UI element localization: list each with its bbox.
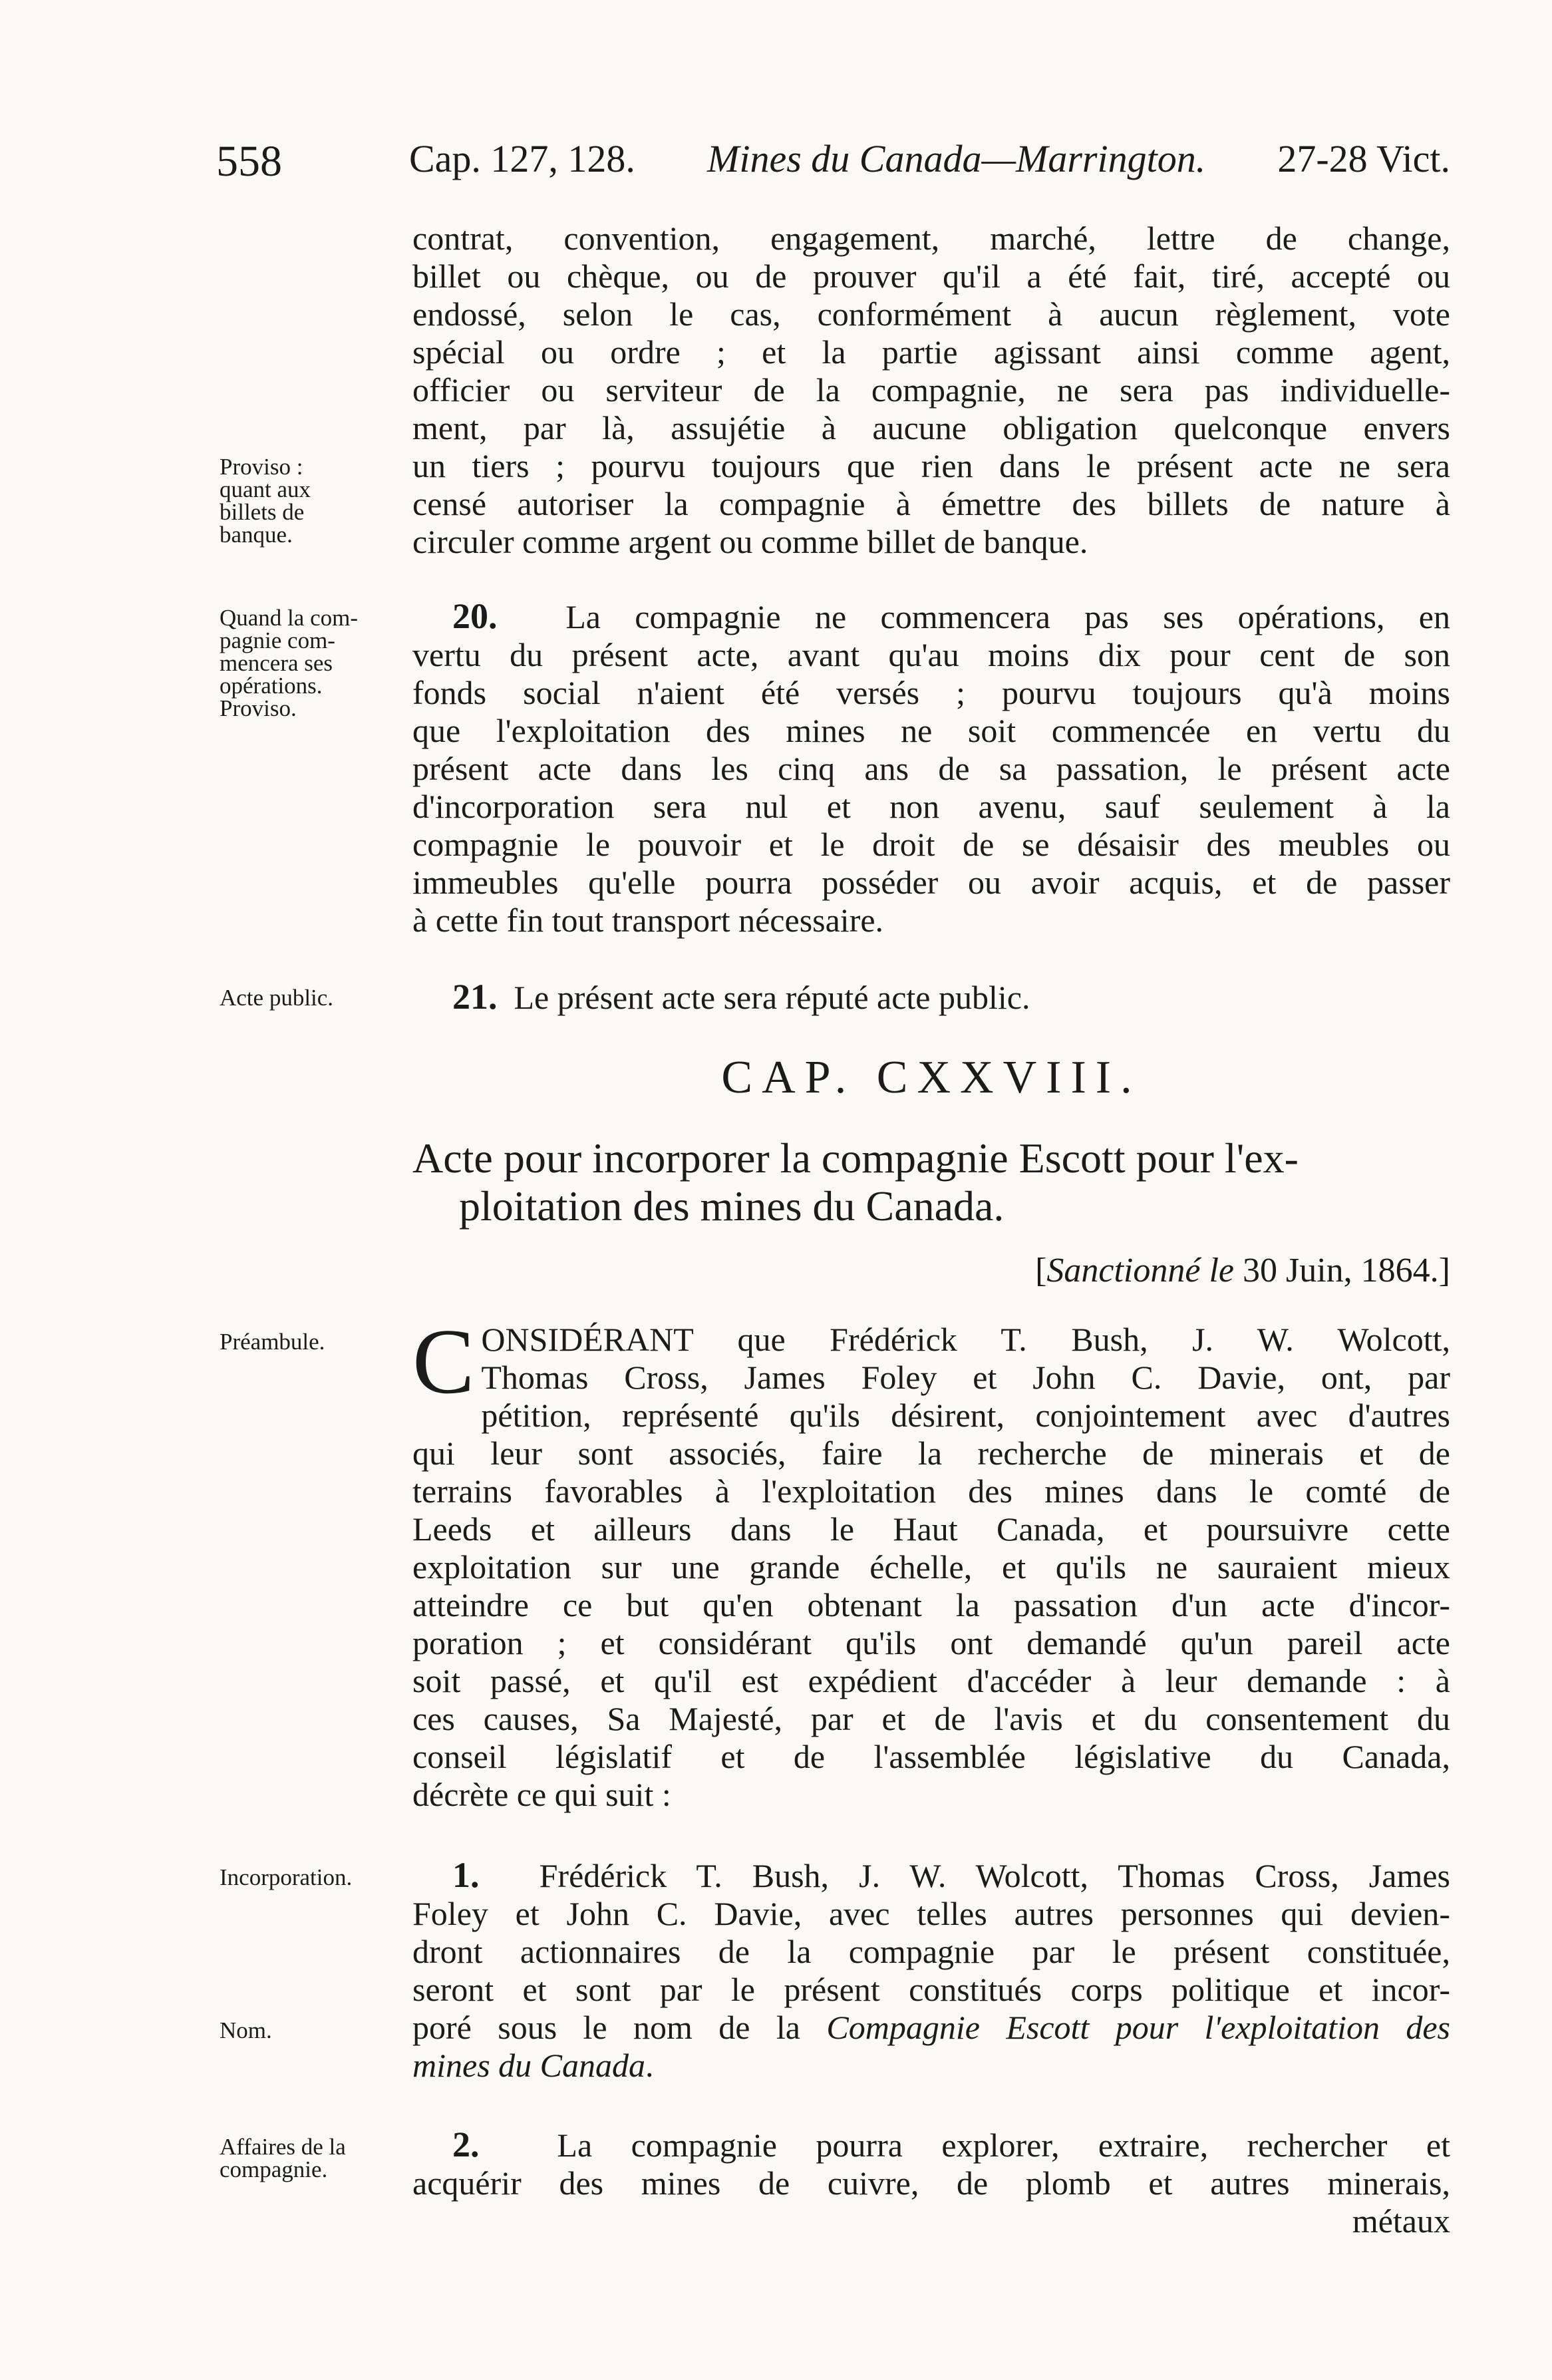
regnal-year: 27-28 Vict. [1277, 137, 1450, 180]
text-line: endossé, selon le cas, conformément à aucun règlement, vote [412, 295, 1450, 333]
text-span: . [645, 2047, 654, 2084]
text-line: à cette fin tout transport nécessaire. [412, 902, 884, 939]
margin-line: billets de [220, 499, 305, 525]
text-line: poration ; et considérant qu'ils ont demandé qu'un pareil acte [412, 1624, 1450, 1661]
text-line: décrète ce qui suit : [412, 1776, 671, 1813]
text-line: circuler comme argent ou comme billet de banque. [412, 523, 1088, 560]
margin-line: compagnie. [220, 2156, 328, 2182]
sanction-date [412, 1251, 1450, 1290]
act-title [412, 1134, 1450, 1230]
page-number: 558 [216, 137, 282, 186]
sanction-day: 30 Juin, [1242, 1252, 1352, 1289]
sanction-label: Sanctionné le [1046, 1252, 1234, 1289]
continuation-paragraph [412, 220, 1450, 561]
drop-capital: C [412, 1310, 475, 1413]
text-line: soit passé, et qu'il est expédient d'accéder à leur demande : à [412, 1662, 1450, 1699]
preamble [412, 1310, 1450, 1814]
text-line: immeubles qu'elle pourra posséder ou avoir acquis, et de passer [412, 864, 1450, 901]
section-number: 20. [452, 596, 498, 636]
catchword: métaux [1352, 2202, 1450, 2240]
company-name: mines du Canada [412, 2047, 645, 2084]
text-line [412, 1856, 1450, 1895]
running-title: Mines du Canada—Marrington. [707, 137, 1206, 180]
text-line: contrat, convention, engagement, marché, lettre de change, [412, 220, 1450, 257]
margin-note-acte-public: Acte public. [220, 985, 334, 1011]
margin-line: mencera ses [220, 650, 333, 676]
text-line: fonds social n'aient été versés ; pourvu toujours qu'à moins [412, 674, 1450, 711]
text-line: dront actionnaires de la compagnie par le présent constituée, [412, 1933, 1450, 1970]
text-line [412, 2009, 1450, 2047]
text-line: compagnie le pouvoir et le droit de se désaisir des meubles ou [412, 826, 1450, 863]
text-line: que l'exploitation des mines ne soit commencée en vertu du [412, 712, 1450, 749]
title-line: ploitation des mines du Canada. [459, 1182, 1005, 1230]
text-line: censé autoriser la compagnie à émettre des billets de nature à [412, 485, 1450, 522]
title-line: Acte pour incorporer la compagnie Escott pour l'ex- [412, 1134, 1299, 1182]
company-name: Compagnie Escott pour l'exploitation des [826, 2009, 1451, 2046]
text-line [412, 2047, 1450, 2085]
text-line: ces causes, Sa Majesté, par et de l'avis et du consentement du [412, 1700, 1450, 1737]
section-number: 21. [452, 977, 498, 1017]
margin-note-preambule: Préambule. [220, 1329, 325, 1355]
margin-line: opérations. [220, 673, 323, 699]
section-21 [412, 978, 1450, 1017]
margin-line: quant aux [220, 476, 311, 502]
text-line: vertu du présent acte, avant qu'au moins dix pour cent de son [412, 636, 1450, 673]
text-line [412, 597, 1450, 636]
text-line: présent acte dans les cinq ans de sa passation, le présent acte [412, 750, 1450, 787]
text-line: officier ou serviteur de la compagnie, ne sera pas individuelle- [412, 371, 1450, 409]
text-line: pétition, représenté qu'ils désirent, conjointement avec d'autres [481, 1397, 1450, 1434]
text-line [412, 978, 1450, 1017]
margin-note-quand-operations [220, 607, 412, 720]
text-line: un tiers ; pourvu toujours que rien dans le présent acte ne sera [412, 447, 1450, 484]
text-line: ment, par là, assujétie à aucune obligation quelconque envers [412, 409, 1450, 446]
text-span: poré sous le nom de la [412, 2009, 800, 2046]
text-line: exploitation sur une grande échelle, et qu'ils ne sauraient mieux [412, 1548, 1450, 1586]
text-line: Foley et John C. Davie, avec telles autres personnes qui devien- [412, 1895, 1450, 1932]
section-2 [412, 2126, 1450, 2240]
section-number: 1. [452, 1855, 480, 1895]
text-line: atteindre ce but qu'en obtenant la passation d'un acte d'incor- [412, 1586, 1450, 1623]
margin-note-nom: Nom. [220, 2017, 272, 2043]
chapter-ref: Cap. 127, 128. [409, 137, 635, 180]
text-line: ONSIDÉRANT que Frédérick T. Bush, J. W. Wolcott, [481, 1321, 1450, 1358]
text-line: spécial ou ordre ; et la partie agissant ainsi comme agent, [412, 333, 1450, 371]
text-line: seront et sont par le présent constitués corps politique et incor- [412, 1971, 1450, 2008]
text-span: La compagnie pourra explorer, extraire, rechercher et [557, 2126, 1450, 2164]
text-line: conseil législatif et de l'assemblée législative du Canada, [412, 1738, 1450, 1775]
text-line: Thomas Cross, James Foley et John C. Davie, ont, par [481, 1359, 1450, 1396]
margin-line: pagnie com- [220, 627, 335, 653]
margin-line: Proviso. [220, 695, 297, 721]
text-span: Le présent acte sera réputé acte public. [514, 979, 1030, 1016]
text-line: acquérir des mines de cuivre, de plomb et autres minerais, [412, 2164, 1450, 2202]
section-20 [412, 597, 1450, 939]
bracket: [ [1035, 1252, 1047, 1289]
margin-note-incorporation: Incorporation. [220, 1864, 353, 1890]
margin-note-affaires [220, 2136, 412, 2181]
text-line [412, 2126, 1450, 2164]
sanction-year: 1864.] [1360, 1252, 1450, 1289]
chapter-heading: CAP. CXXVIII. [721, 1052, 1142, 1103]
text-line: Leeds et ailleurs dans le Haut Canada, et poursuivre cette [412, 1510, 1450, 1548]
text-line: d'incorporation sera nul et non avenu, sauf seulement à la [412, 788, 1450, 825]
margin-line: banque. [220, 522, 293, 548]
margin-line: Affaires de la [220, 2134, 346, 2160]
section-1 [412, 1856, 1450, 2085]
text-line: terrains favorables à l'exploitation des mines dans le comté de [412, 1472, 1450, 1510]
text-line: billet ou chèque, ou de prouver qu'il a été fait, tiré, accepté ou [412, 257, 1450, 295]
running-header [409, 136, 1450, 181]
text-span: Frédérick T. Bush, J. W. Wolcott, Thomas Cross, James [539, 1857, 1450, 1894]
text-span: La compagnie ne commencera pas ses opérations, en [565, 598, 1450, 635]
margin-note-proviso-billets [220, 456, 412, 546]
text-line: qui leur sont associés, faire la recherche de minerais et de [412, 1435, 1450, 1472]
margin-line: Quand la com- [220, 605, 358, 631]
section-number: 2. [452, 2125, 480, 2164]
margin-line: Proviso : [220, 454, 303, 480]
